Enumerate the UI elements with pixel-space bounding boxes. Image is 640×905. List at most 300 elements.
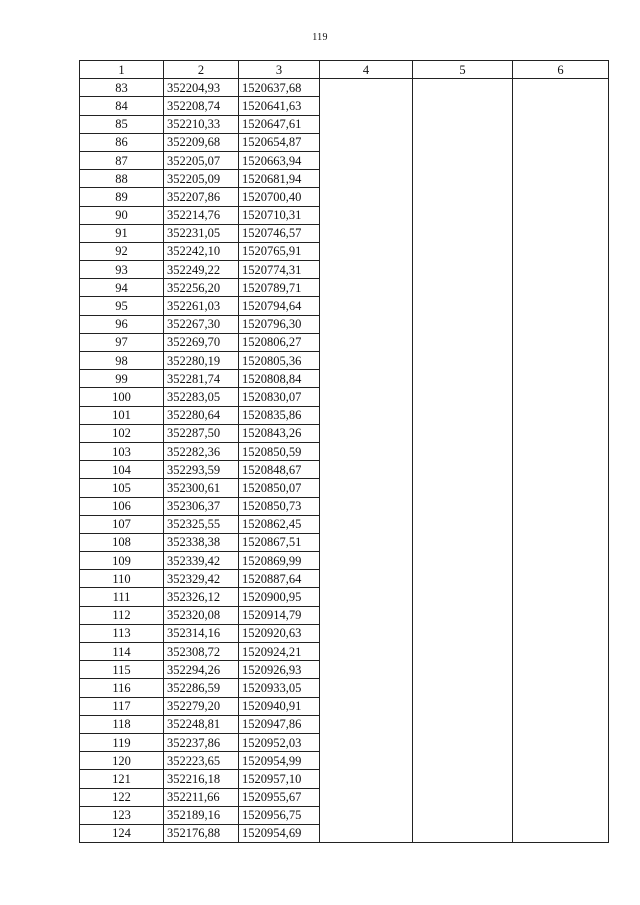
column-4-cell (320, 770, 413, 788)
column-4-cell (320, 497, 413, 515)
point-number-cell: 102 (80, 424, 164, 442)
x-coordinate-cell: 352306,37 (164, 497, 239, 515)
column-header-1: 1 (80, 61, 164, 79)
y-coordinate-cell: 1520956,75 (239, 806, 320, 824)
column-5-cell (413, 552, 513, 570)
column-5-cell (413, 224, 513, 242)
column-header-2: 2 (164, 61, 239, 79)
column-4-cell (320, 242, 413, 260)
point-number-cell: 100 (80, 388, 164, 406)
column-4-cell (320, 424, 413, 442)
coordinates-table (79, 60, 609, 843)
column-5-cell (413, 333, 513, 351)
column-5-cell (413, 424, 513, 442)
table-row (80, 261, 609, 279)
column-4-cell (320, 824, 413, 842)
point-number-cell: 99 (80, 370, 164, 388)
point-number-cell: 117 (80, 697, 164, 715)
y-coordinate-cell: 1520952,03 (239, 733, 320, 751)
table-body (80, 79, 609, 843)
column-5-cell (413, 479, 513, 497)
column-4-cell (320, 151, 413, 169)
column-4-cell (320, 806, 413, 824)
x-coordinate-cell: 352210,33 (164, 115, 239, 133)
y-coordinate-cell: 1520862,45 (239, 515, 320, 533)
column-header-3: 3 (239, 61, 320, 79)
table-row (80, 533, 609, 551)
point-number-cell: 95 (80, 297, 164, 315)
point-number-cell: 86 (80, 133, 164, 151)
column-5-cell (413, 643, 513, 661)
point-number-cell: 101 (80, 406, 164, 424)
table-row (80, 588, 609, 606)
column-5-cell (413, 752, 513, 770)
column-5-cell (413, 297, 513, 315)
table-row (80, 715, 609, 733)
column-4-cell (320, 606, 413, 624)
column-4-cell (320, 733, 413, 751)
y-coordinate-cell: 1520806,27 (239, 333, 320, 351)
column-4-cell (320, 552, 413, 570)
column-6-cell (513, 479, 609, 497)
x-coordinate-cell: 352293,59 (164, 461, 239, 479)
table-row (80, 679, 609, 697)
column-4-cell (320, 570, 413, 588)
y-coordinate-cell: 1520654,87 (239, 133, 320, 151)
point-number-cell: 108 (80, 533, 164, 551)
table-row (80, 788, 609, 806)
point-number-cell: 103 (80, 442, 164, 460)
column-5-cell (413, 151, 513, 169)
table-row (80, 406, 609, 424)
column-5-cell (413, 515, 513, 533)
table-row (80, 624, 609, 642)
table-row (80, 479, 609, 497)
y-coordinate-cell: 1520955,67 (239, 788, 320, 806)
column-6-cell (513, 715, 609, 733)
table-row (80, 79, 609, 97)
column-4-cell (320, 352, 413, 370)
column-4-cell (320, 224, 413, 242)
column-6-cell (513, 824, 609, 842)
table-row (80, 170, 609, 188)
x-coordinate-cell: 352223,65 (164, 752, 239, 770)
column-6-cell (513, 752, 609, 770)
table-row (80, 188, 609, 206)
column-6-cell (513, 624, 609, 642)
column-6-cell (513, 388, 609, 406)
y-coordinate-cell: 1520850,73 (239, 497, 320, 515)
y-coordinate-cell: 1520789,71 (239, 279, 320, 297)
column-5-cell (413, 370, 513, 388)
y-coordinate-cell: 1520900,95 (239, 588, 320, 606)
column-4-cell (320, 715, 413, 733)
point-number-cell: 92 (80, 242, 164, 260)
point-number-cell: 105 (80, 479, 164, 497)
point-number-cell: 119 (80, 733, 164, 751)
column-5-cell (413, 824, 513, 842)
column-4-cell (320, 406, 413, 424)
x-coordinate-cell: 352249,22 (164, 261, 239, 279)
column-5-cell (413, 697, 513, 715)
x-coordinate-cell: 352256,20 (164, 279, 239, 297)
column-4-cell (320, 188, 413, 206)
point-number-cell: 89 (80, 188, 164, 206)
column-6-cell (513, 97, 609, 115)
point-number-cell: 90 (80, 206, 164, 224)
column-5-cell (413, 770, 513, 788)
x-coordinate-cell: 352209,68 (164, 133, 239, 151)
table-row (80, 133, 609, 151)
table-row (80, 552, 609, 570)
table-header-row (80, 61, 609, 79)
column-6-cell (513, 333, 609, 351)
column-4-cell (320, 333, 413, 351)
point-number-cell: 112 (80, 606, 164, 624)
point-number-cell: 87 (80, 151, 164, 169)
table-row (80, 806, 609, 824)
column-6-cell (513, 370, 609, 388)
column-6-cell (513, 151, 609, 169)
column-6-cell (513, 552, 609, 570)
x-coordinate-cell: 352205,09 (164, 170, 239, 188)
point-number-cell: 120 (80, 752, 164, 770)
x-coordinate-cell: 352242,10 (164, 242, 239, 260)
point-number-cell: 122 (80, 788, 164, 806)
x-coordinate-cell: 352329,42 (164, 570, 239, 588)
column-5-cell (413, 97, 513, 115)
table-row (80, 388, 609, 406)
column-6-cell (513, 606, 609, 624)
y-coordinate-cell: 1520954,99 (239, 752, 320, 770)
y-coordinate-cell: 1520700,40 (239, 188, 320, 206)
y-coordinate-cell: 1520957,10 (239, 770, 320, 788)
x-coordinate-cell: 352208,74 (164, 97, 239, 115)
y-coordinate-cell: 1520641,63 (239, 97, 320, 115)
column-5-cell (413, 624, 513, 642)
column-4-cell (320, 624, 413, 642)
table-row (80, 606, 609, 624)
column-5-cell (413, 79, 513, 97)
y-coordinate-cell: 1520765,91 (239, 242, 320, 260)
column-6-cell (513, 588, 609, 606)
point-number-cell: 97 (80, 333, 164, 351)
x-coordinate-cell: 352216,18 (164, 770, 239, 788)
column-5-cell (413, 442, 513, 460)
y-coordinate-cell: 1520850,59 (239, 442, 320, 460)
column-6-cell (513, 497, 609, 515)
column-6-cell (513, 133, 609, 151)
y-coordinate-cell: 1520920,63 (239, 624, 320, 642)
x-coordinate-cell: 352207,86 (164, 188, 239, 206)
y-coordinate-cell: 1520808,84 (239, 370, 320, 388)
x-coordinate-cell: 352280,64 (164, 406, 239, 424)
point-number-cell: 83 (80, 79, 164, 97)
column-4-cell (320, 97, 413, 115)
column-6-cell (513, 697, 609, 715)
x-coordinate-cell: 352281,74 (164, 370, 239, 388)
column-6-cell (513, 424, 609, 442)
column-5-cell (413, 188, 513, 206)
x-coordinate-cell: 352279,20 (164, 697, 239, 715)
column-4-cell (320, 170, 413, 188)
y-coordinate-cell: 1520954,69 (239, 824, 320, 842)
column-5-cell (413, 788, 513, 806)
column-5-cell (413, 279, 513, 297)
column-header-4: 4 (320, 61, 413, 79)
x-coordinate-cell: 352300,61 (164, 479, 239, 497)
column-5-cell (413, 261, 513, 279)
table-row (80, 461, 609, 479)
point-number-cell: 123 (80, 806, 164, 824)
table-row (80, 297, 609, 315)
y-coordinate-cell: 1520914,79 (239, 606, 320, 624)
column-4-cell (320, 643, 413, 661)
y-coordinate-cell: 1520835,86 (239, 406, 320, 424)
x-coordinate-cell: 352211,66 (164, 788, 239, 806)
x-coordinate-cell: 352231,05 (164, 224, 239, 242)
x-coordinate-cell: 352204,93 (164, 79, 239, 97)
x-coordinate-cell: 352280,19 (164, 352, 239, 370)
column-5-cell (413, 461, 513, 479)
y-coordinate-cell: 1520663,94 (239, 151, 320, 169)
table-row (80, 242, 609, 260)
point-number-cell: 110 (80, 570, 164, 588)
column-5-cell (413, 588, 513, 606)
point-number-cell: 115 (80, 661, 164, 679)
column-4-cell (320, 79, 413, 97)
column-6-cell (513, 224, 609, 242)
table-row (80, 224, 609, 242)
table-row (80, 206, 609, 224)
column-4-cell (320, 388, 413, 406)
column-6-cell (513, 188, 609, 206)
table-row (80, 661, 609, 679)
column-5-cell (413, 315, 513, 333)
x-coordinate-cell: 352308,72 (164, 643, 239, 661)
column-4-cell (320, 370, 413, 388)
column-6-cell (513, 806, 609, 824)
column-6-cell (513, 461, 609, 479)
column-5-cell (413, 497, 513, 515)
page-number: 119 (312, 32, 328, 43)
column-6-cell (513, 770, 609, 788)
y-coordinate-cell: 1520867,51 (239, 533, 320, 551)
column-4-cell (320, 479, 413, 497)
x-coordinate-cell: 352282,36 (164, 442, 239, 460)
column-6-cell (513, 643, 609, 661)
y-coordinate-cell: 1520933,05 (239, 679, 320, 697)
column-5-cell (413, 533, 513, 551)
y-coordinate-cell: 1520830,07 (239, 388, 320, 406)
table-row (80, 151, 609, 169)
column-4-cell (320, 297, 413, 315)
column-4-cell (320, 697, 413, 715)
column-5-cell (413, 715, 513, 733)
column-5-cell (413, 388, 513, 406)
table-row (80, 115, 609, 133)
column-6-cell (513, 533, 609, 551)
table-row (80, 497, 609, 515)
x-coordinate-cell: 352326,12 (164, 588, 239, 606)
point-number-cell: 124 (80, 824, 164, 842)
point-number-cell: 93 (80, 261, 164, 279)
x-coordinate-cell: 352176,88 (164, 824, 239, 842)
y-coordinate-cell: 1520796,30 (239, 315, 320, 333)
table-row (80, 643, 609, 661)
y-coordinate-cell: 1520947,86 (239, 715, 320, 733)
x-coordinate-cell: 352214,76 (164, 206, 239, 224)
table-row (80, 424, 609, 442)
table-row (80, 370, 609, 388)
table-row (80, 733, 609, 751)
point-number-cell: 84 (80, 97, 164, 115)
column-6-cell (513, 242, 609, 260)
x-coordinate-cell: 352320,08 (164, 606, 239, 624)
column-header-5: 5 (413, 61, 513, 79)
column-5-cell (413, 406, 513, 424)
y-coordinate-cell: 1520887,64 (239, 570, 320, 588)
point-number-cell: 118 (80, 715, 164, 733)
table-row (80, 752, 609, 770)
x-coordinate-cell: 352248,81 (164, 715, 239, 733)
y-coordinate-cell: 1520926,93 (239, 661, 320, 679)
table-row (80, 442, 609, 460)
column-6-cell (513, 661, 609, 679)
x-coordinate-cell: 352339,42 (164, 552, 239, 570)
table-row (80, 824, 609, 842)
point-number-cell: 116 (80, 679, 164, 697)
column-6-cell (513, 279, 609, 297)
column-6-cell (513, 679, 609, 697)
point-number-cell: 98 (80, 352, 164, 370)
table-row (80, 770, 609, 788)
point-number-cell: 96 (80, 315, 164, 333)
y-coordinate-cell: 1520746,57 (239, 224, 320, 242)
x-coordinate-cell: 352261,03 (164, 297, 239, 315)
column-4-cell (320, 133, 413, 151)
x-coordinate-cell: 352283,05 (164, 388, 239, 406)
point-number-cell: 91 (80, 224, 164, 242)
column-5-cell (413, 570, 513, 588)
y-coordinate-cell: 1520794,64 (239, 297, 320, 315)
column-6-cell (513, 315, 609, 333)
column-6-cell (513, 352, 609, 370)
column-4-cell (320, 752, 413, 770)
column-5-cell (413, 606, 513, 624)
column-6-cell (513, 261, 609, 279)
x-coordinate-cell: 352286,59 (164, 679, 239, 697)
column-4-cell (320, 115, 413, 133)
column-5-cell (413, 352, 513, 370)
column-4-cell (320, 315, 413, 333)
column-4-cell (320, 661, 413, 679)
column-4-cell (320, 588, 413, 606)
y-coordinate-cell: 1520850,07 (239, 479, 320, 497)
column-5-cell (413, 733, 513, 751)
table-row (80, 570, 609, 588)
column-5-cell (413, 206, 513, 224)
column-5-cell (413, 170, 513, 188)
point-number-cell: 107 (80, 515, 164, 533)
table-row (80, 279, 609, 297)
column-5-cell (413, 115, 513, 133)
y-coordinate-cell: 1520940,91 (239, 697, 320, 715)
y-coordinate-cell: 1520924,21 (239, 643, 320, 661)
x-coordinate-cell: 352269,70 (164, 333, 239, 351)
point-number-cell: 85 (80, 115, 164, 133)
column-6-cell (513, 79, 609, 97)
column-6-cell (513, 406, 609, 424)
column-4-cell (320, 788, 413, 806)
table-row (80, 97, 609, 115)
table-row (80, 697, 609, 715)
column-6-cell (513, 442, 609, 460)
table-row (80, 333, 609, 351)
column-4-cell (320, 679, 413, 697)
table-row (80, 315, 609, 333)
column-6-cell (513, 570, 609, 588)
y-coordinate-cell: 1520774,31 (239, 261, 320, 279)
point-number-cell: 114 (80, 643, 164, 661)
column-4-cell (320, 279, 413, 297)
x-coordinate-cell: 352237,86 (164, 733, 239, 751)
x-coordinate-cell: 352294,26 (164, 661, 239, 679)
x-coordinate-cell: 352189,16 (164, 806, 239, 824)
column-4-cell (320, 261, 413, 279)
x-coordinate-cell: 352205,07 (164, 151, 239, 169)
x-coordinate-cell: 352338,38 (164, 533, 239, 551)
column-5-cell (413, 679, 513, 697)
column-4-cell (320, 533, 413, 551)
column-4-cell (320, 461, 413, 479)
column-5-cell (413, 661, 513, 679)
point-number-cell: 121 (80, 770, 164, 788)
y-coordinate-cell: 1520647,61 (239, 115, 320, 133)
column-6-cell (513, 733, 609, 751)
point-number-cell: 106 (80, 497, 164, 515)
column-4-cell (320, 206, 413, 224)
column-6-cell (513, 297, 609, 315)
x-coordinate-cell: 352267,30 (164, 315, 239, 333)
column-6-cell (513, 206, 609, 224)
table-row (80, 352, 609, 370)
y-coordinate-cell: 1520848,67 (239, 461, 320, 479)
column-5-cell (413, 133, 513, 151)
x-coordinate-cell: 352287,50 (164, 424, 239, 442)
point-number-cell: 109 (80, 552, 164, 570)
column-6-cell (513, 115, 609, 133)
y-coordinate-cell: 1520843,26 (239, 424, 320, 442)
point-number-cell: 111 (80, 588, 164, 606)
point-number-cell: 113 (80, 624, 164, 642)
column-4-cell (320, 442, 413, 460)
x-coordinate-cell: 352314,16 (164, 624, 239, 642)
column-5-cell (413, 806, 513, 824)
point-number-cell: 104 (80, 461, 164, 479)
y-coordinate-cell: 1520869,99 (239, 552, 320, 570)
column-5-cell (413, 242, 513, 260)
y-coordinate-cell: 1520805,36 (239, 352, 320, 370)
y-coordinate-cell: 1520681,94 (239, 170, 320, 188)
column-6-cell (513, 170, 609, 188)
column-6-cell (513, 515, 609, 533)
point-number-cell: 88 (80, 170, 164, 188)
y-coordinate-cell: 1520637,68 (239, 79, 320, 97)
y-coordinate-cell: 1520710,31 (239, 206, 320, 224)
column-4-cell (320, 515, 413, 533)
table-row (80, 515, 609, 533)
